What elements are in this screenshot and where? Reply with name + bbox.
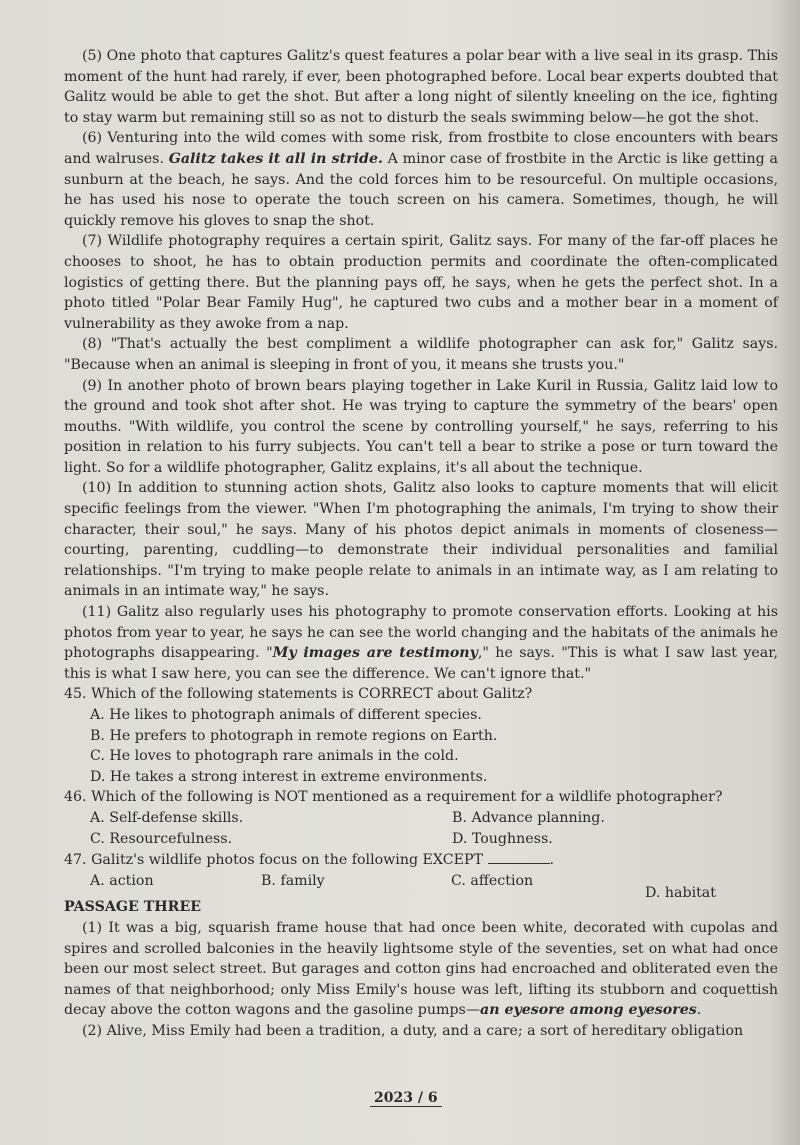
question-46-options-row-2 bbox=[64, 829, 778, 850]
paragraph-11-emphasis: My images are testimony bbox=[272, 645, 478, 662]
question-47-option-c[interactable]: C. affection bbox=[451, 872, 534, 889]
passage-three-paragraph-1 bbox=[64, 918, 778, 1021]
page-content bbox=[64, 46, 778, 1042]
paragraph-11-text-b: ," he says. "This is what I saw last year, this is what I saw here, you can see the difference. We can't ignore that." bbox=[64, 645, 778, 682]
question-45-option-c[interactable]: C. He loves to photograph rare animals in the cold. bbox=[90, 748, 459, 765]
question-45-stem: 45. Which of the following statements is CORRECT about Galitz? bbox=[64, 686, 533, 703]
question-45-option-d[interactable]: D. He takes a strong interest in extreme environments. bbox=[90, 768, 488, 785]
question-47-option-a[interactable]: A. action bbox=[90, 872, 154, 889]
paragraph-8: (8) "That's actually the best compliment a wildlife photographer can ask for," Galitz says. "Because when an animal is sleeping in front of you, it means she trusts you." bbox=[64, 336, 778, 373]
question-47-option-d[interactable]: D. habitat bbox=[645, 884, 716, 901]
paragraph-6-text-b: A minor case of frostbite in the Arctic is like getting a sunburn at the beach, he says. And the cold forces him to be resourceful. On multiple occasions, he has used his nose to operate the touch screen on his camera. Sometimes, though, he will quickly remove his gloves to snap the shot. bbox=[64, 150, 778, 229]
question-47-option-b[interactable]: B. family bbox=[261, 872, 325, 889]
paragraph-7: (7) Wildlife photography requires a certain spirit, Galitz says. For many of the far-off places he chooses to shoot, he has to obtain production permits and coordinate the often-complicated logistics of getting there. But the planning pays off, he says, when he gets the perfect shot. In a photo titled "Polar Bear Family Hug", he captured two cubs and a mother bear in a moment of vulnerability as they awoke from a nap. bbox=[64, 233, 778, 332]
question-46-option-c[interactable]: C. Resourcefulness. bbox=[90, 830, 233, 847]
question-47-stem-text: 47. Galitz's wildlife photos focus on the following EXCEPT bbox=[64, 852, 483, 869]
paragraph-10: (10) In addition to stunning action shots, Galitz also looks to capture moments that will elicit specific feelings from the viewer. "When I'm photographing the animals, I'm trying to show their character, their soul," he says. Many of his photos depict animals in moments of closeness—courting, parenting, cuddling—to demonstrate their individual personalities and familial relationships. "I'm trying to make people relate to animals in an intimate way, as I am relating to animals in an intimate way," he says. bbox=[64, 480, 778, 600]
paragraph-6-text-a: (6) Venturing into the wild comes with some risk, from frostbite to close encounters with bears and walruses. bbox=[64, 130, 778, 167]
passage-three-heading: PASSAGE THREE bbox=[64, 899, 202, 916]
question-46-stem: 46. Which of the following is NOT mentioned as a requirement for a wildlife photographer? bbox=[64, 789, 723, 806]
paragraph-11 bbox=[64, 602, 778, 684]
question-47-stem-end: . bbox=[549, 852, 555, 869]
paragraph-11-text-a: (11) Galitz also regularly uses his photography to promote conservation efforts. Looking at his photos from year to year, he says he can see the world changing and the habitats of the animals he photographs disappearing. " bbox=[64, 604, 778, 662]
answer-blank bbox=[488, 849, 550, 864]
question-47-stem bbox=[64, 849, 778, 871]
question-45-option-b[interactable]: B. He prefers to photograph in remote regions on Earth. bbox=[90, 727, 498, 744]
passage-three-paragraph-1-text: (1) It was a big, squarish frame house that had once been white, decorated with cupolas and spires and scrolled balconies in the heavily lightsome style of the seventies, set on what had once been our most select street. But garages and cotton gins had encroached and obliterated even the names of that neighborhood; only Miss Emily's house was left, lifting its stubborn and coquettish decay above the cotton wagons and the gasoline pumps— bbox=[64, 919, 778, 1019]
question-47-options bbox=[64, 871, 778, 901]
question-46-option-b[interactable]: B. Advance planning. bbox=[452, 809, 605, 826]
paragraph-5: (5) One photo that captures Galitz's quest features a polar bear with a live seal in its grasp. This moment of the hunt had rarely, if ever, been photographed before. Local bear experts doubted that Galitz would be able to get the shot. But after a long night of silently kneeling on the ice, fighting to stay warm but remaining still so as not to disturb the seals swimming below—he got the shot. bbox=[64, 48, 778, 126]
paragraph-9: (9) In another photo of brown bears playing together in Lake Kuril in Russia, Galitz laid low to the ground and took shot after shot. He was trying to capture the symmetry of the bears' open mouths. "With wildlife, you control the scene by controlling yourself," he says, referring to his position in relation to his furry subjects. You can't tell a bear to strike a pose or turn toward the light. So for a wildlife photographer, Galitz explains, it's all about the technique. bbox=[64, 377, 778, 476]
page-number: 2023 / 6 bbox=[370, 1090, 442, 1107]
paragraph-6 bbox=[64, 128, 778, 231]
passage-three-paragraph-2: (2) Alive, Miss Emily had been a tradition, a duty, and a care; a sort of hereditary obligation bbox=[82, 1022, 744, 1039]
question-46-option-d[interactable]: D. Toughness. bbox=[452, 830, 553, 847]
question-46-options-row-1 bbox=[64, 808, 778, 829]
question-46-option-a[interactable]: A. Self-defense skills. bbox=[90, 809, 244, 826]
question-45-option-a[interactable]: A. He likes to photograph animals of different species. bbox=[90, 707, 482, 723]
passage-three-paragraph-1-emphasis: an eyesore among eyesores bbox=[480, 1002, 697, 1019]
paragraph-6-emphasis: Galitz takes it all in stride. bbox=[168, 150, 383, 167]
passage-three-paragraph-1-end: . bbox=[696, 1002, 702, 1019]
